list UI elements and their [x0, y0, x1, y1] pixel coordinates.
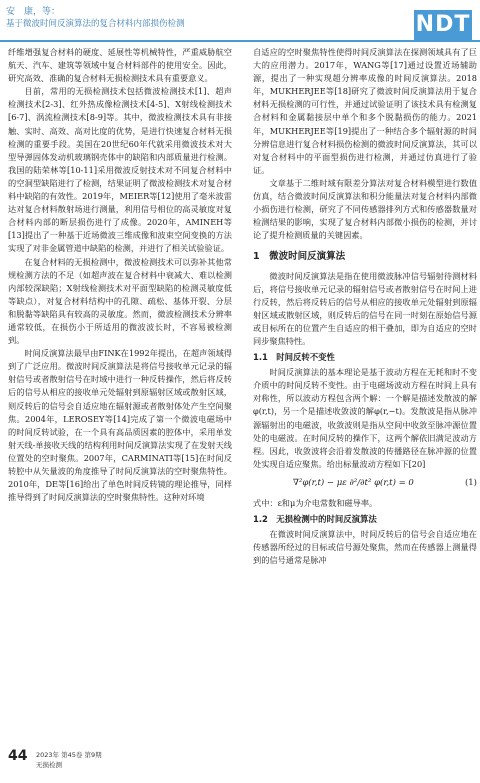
paragraph: 自适应的空时聚焦特性使得时间反演算法在探测领域具有了巨大的应用潜力。2017年，WANG等[17]通过设置近场辅助源，提出了一种实现超分辨率成像的时间反演算法。2018年，MUKHERJEE等[18]研究了微波时间反演算法用于复合材料无损检测的可行性，并通过试验证明了该技术具有检测复合材料和金属黏接层中单个和多个脱黏损伤的能力。2021年，MUKHERJEE等[19]提出了一种结合多个辐射源的时间分辨信息进行复合材料损伤检测的微波时间反演算法，其可以对复合材料中的平面型损伤进行检测，并通过仿真进行了验证。 — [253, 47, 477, 175]
running-author: 安 康，等： — [6, 7, 61, 17]
paragraph: 纤维增强复合材料的硬度、延展性等机械特性，严重威胁航空航天、汽车、建筑等领域中复合材料部件的使用安全。因此，研究高效、准确的复合材料无损检测技术具有重要意义。 — [8, 47, 232, 84]
left-column — [8, 46, 232, 504]
paragraph: 时间反演算法最早由FINK在1992年提出，在超声领域得到了广泛应用。微波时间反演算法是将信号接收单元记录的辐射信号或者散射信号在时域中进行一种反转操作，然后将反转后的信号从相应的接收单元处辐射到原辐射区域或散射区域，则反转后的信号会自适应地在辐射源或者散射体处产生空间聚焦。2004年，LEROSEY等[14]完成了第一个微波电磁场中的时间反转试验，在一个具有高品质因素的腔体中，采用单发射天线-单接收天线的结构利用时间反演算法实现了在发射天线位置处的空时聚焦。2007年，CARMINATI等[15]在时间反转腔中从矢量波的角度推导了时间反演算法的空时聚焦特性。2010年，DE等[16]给出了单色时间反转镜的理论推导，同样推导得到了时间反演算法的空时聚焦特性。这种对环境 — [8, 348, 232, 503]
journal-name: 无损检测 — [36, 761, 62, 769]
equation — [253, 471, 477, 497]
subsection-heading: 1.1 时间反转不变性 — [253, 352, 335, 363]
running-title: 基于微波时间反演算法的复合材料内部损伤检测 — [6, 19, 185, 29]
equation-body: ∇²φ(r,t) − με ∂²/∂t² φ(r,t) = 0 — [293, 478, 414, 489]
paragraph: 微波时间反演算法是指在使用微波脉冲信号辐射待测材料后，将信号接收单元记录的辐射信号或者散射信号在时间上进行反转，然后将反转后的信号从相应的接收单元处辐射到原辐射区域或散射区域，则反转后的信号在同一时刻在原始信号源或目标所在的位置产生自适应的相干叠加，即为自适应的空时同步聚焦特性。 — [253, 270, 477, 346]
equation-note: 式中：ε和μ为介电常数和磁导率。 — [253, 497, 378, 508]
page-header — [0, 0, 480, 46]
journal-logo: NDT — [414, 10, 472, 40]
paragraph: 时间反演算法的基本理论是基于波动方程在无耗和时不变介质中的时间反转不变性。由于电磁场波动方程在时间上具有对称性，所以波动方程包含两个解：一个解是描述发散波的解φ(r,t)，另一个是描述收敛波的解φ(r,−t)。发散波是指从脉冲源辐射出的电磁波，收敛波则是指从空间中收敛至脉冲源位置处的电磁波。在时间反转的操作下，这两个解依旧满足波动方程。因此，收敛波将会沿着发散波的传播路径在脉冲源的位置处实现自适应聚焦。给出标量波动方程如下[20] — [253, 367, 477, 469]
issue-info: 2023年 第45卷 第9期 — [36, 751, 102, 759]
paragraph: 目前，常用的无损检测技术包括微波检测技术[1]、超声检测技术[2-3]、红外热成像检测技术[4-5]、X射线检测技术[6-7]、涡流检测技术[8-9]等。其中，微波检测技术具有非接触、实时、高效、高对比度的优势，是进行快速复合材料无损检测的重要手段。美国在20世纪60年代就采用微波技术对大型导弹固体发动机玻璃钢壳体中的缺陷和内部质量进行检测。我国的陆荣林等[10-11]采用微波反射技术对不同复合材料中的空洞型缺陷进行了检测，结果证明了微波检测技术对复合材料中缺陷的有效性。2019年，MEIER等[12]使用了毫米波雷达对复合材料散射场进行测量，利用信号相位的高灵敏度对复合材料内部的断层损伤进行了成像。2020年，AMINEH等[13]提出了一种基于近场微波三维成像和波束空间变换的方法实现了对非金属管道中缺陷的检测，并进行了相关试验验证。 — [8, 86, 232, 254]
equation-number: (1) — [464, 478, 477, 489]
paragraph: 在复合材料的无损检测中，微波检测技术可以弥补其他常规检测方法的不足（如超声波在复合材料中衰减大、难以检测内部较深缺陷；X射线检测技术对平面型缺陷的检测灵敏度低等缺点），对复合材料结构中的孔隙、疏松、基体开裂、分层和脱黏等缺陷具有较高的灵敏度。然而，微波检测技术分辨率通常较低，在损伤小于所适用的微波波长时，不容易被检测到。 — [8, 256, 232, 346]
page-number: 44 — [8, 748, 28, 764]
subsection-heading: 1.2 无损检测中的时间反演算法 — [253, 514, 377, 524]
header-rule — [0, 40, 480, 42]
section-heading: 1 微波时间反演算法 — [253, 251, 346, 263]
paragraph: 文章基于二维时域有限差分算法对复合材料模型进行数值仿真，结合微波时间反演算法和积分能量法对复合材料内部微小损伤进行检测，研究了不同传感器排列方式和传感器数量对检测结果的影响，实现了复合材料内部微小损伤的检测，并讨论了提升检测质量的关键因素。 — [253, 177, 477, 241]
paragraph: 在微波时间反演算法中，时间反转后的信号会自适应地在传感器所经过的目标或信号源处聚焦，然而在传感器上测量得到的信号通常是脉冲 — [253, 529, 477, 566]
right-column — [253, 46, 477, 567]
